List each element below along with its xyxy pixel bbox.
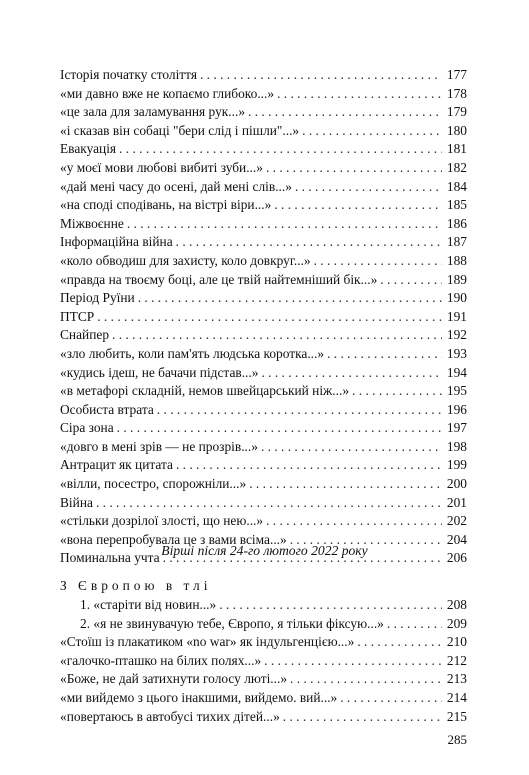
toc-entry-title: Евакуація	[60, 141, 117, 157]
toc-entry-title: «ми вийдемо з цього інакшими, вийдемо. вий...»	[60, 689, 338, 705]
toc-entry-title: Міжвоєнне	[60, 215, 124, 231]
toc-entry	[60, 456, 467, 475]
toc-dot-leader	[264, 652, 442, 671]
toc-entry-page: 185	[446, 197, 467, 213]
toc-entry-page: 188	[446, 252, 467, 268]
toc-entry-title: ПТСР	[60, 308, 95, 324]
toc-entry-title: «галочко-пташко на білих полях...»	[60, 652, 262, 668]
toc-entry	[60, 196, 467, 215]
toc-entry	[60, 233, 467, 252]
toc-entry-page: 179	[446, 104, 467, 120]
toc-dot-leader	[117, 419, 442, 438]
toc-entry-title: Поминальна учта	[60, 550, 160, 566]
toc-dot-leader	[357, 633, 442, 652]
toc-entry	[60, 178, 467, 197]
toc-entry-page: 214	[446, 689, 467, 705]
toc-entry-page: 206	[446, 550, 467, 566]
toc-dot-leader	[249, 475, 442, 494]
toc-entry	[60, 652, 467, 671]
toc-entry-page: 186	[446, 215, 467, 231]
toc-entry-page: 192	[446, 327, 467, 343]
toc-dot-leader	[127, 215, 442, 234]
toc-entry	[60, 252, 467, 271]
page-number: 285	[447, 732, 467, 747]
toc-entry-page: 193	[446, 345, 467, 361]
toc-dot-leader	[352, 382, 442, 401]
toc-entry-title: «і сказав він собаці "бери слід і пішли"...»	[60, 122, 300, 138]
toc-entry-page: 212	[446, 652, 467, 668]
toc-entry-title: «це зала для заламування рук...»	[60, 104, 246, 120]
toc-entry	[60, 596, 467, 615]
toc-entry	[60, 122, 467, 141]
toc-entry	[60, 615, 467, 634]
toc-dot-leader	[340, 689, 442, 708]
toc-dot-leader	[96, 494, 442, 513]
toc-entry	[60, 494, 467, 513]
toc-dot-leader	[176, 456, 442, 475]
toc-entry	[60, 140, 467, 159]
toc-dot-leader	[380, 271, 442, 290]
toc-entry-title: Війна	[60, 494, 93, 510]
toc-dot-leader	[176, 233, 442, 252]
toc-entry-title: «довго в мені зрів — не прозрів...»	[60, 438, 258, 454]
toc-entry-page: 191	[446, 308, 467, 324]
toc-dot-leader	[290, 670, 442, 689]
toc-entry-title: «вона перепробувала це з вами всіма...»	[60, 531, 287, 547]
toc-entry-title: Особиста втрата	[60, 401, 154, 417]
toc-entry	[60, 401, 467, 420]
toc-entry	[60, 382, 467, 401]
toc-entry-title: Історія початку століття	[60, 67, 197, 82]
toc-dot-leader	[200, 66, 442, 85]
toc-dot-leader	[97, 308, 442, 327]
toc-dot-leader	[387, 615, 442, 634]
toc-entry	[60, 438, 467, 457]
toc-dot-leader	[261, 364, 442, 383]
toc-dot-leader	[314, 252, 442, 271]
toc-entry	[60, 308, 467, 327]
toc-entry-title: «Стоїш із плакатиком «no war» як індульгенцією...»	[60, 634, 355, 650]
toc-dot-leader	[219, 596, 442, 615]
toc-entry-title: Сіра зона	[60, 420, 114, 436]
toc-entry-page: 210	[446, 634, 467, 650]
toc-entry-title: «коло обводиш для захисту, коло довкруг...»	[60, 252, 311, 268]
toc-dot-leader	[138, 289, 442, 308]
toc-entry-title: Період Руїни	[60, 290, 135, 306]
toc-entry-page: 197	[446, 420, 467, 436]
toc-entry-title: «повертаюсь в автобусі тихих дітей...»	[60, 708, 280, 724]
toc-dot-leader	[274, 196, 442, 215]
toc-entry-page: 204	[446, 531, 467, 547]
toc-dot-leader	[266, 159, 442, 178]
toc-entry	[60, 708, 467, 727]
toc-entry	[60, 633, 467, 652]
toc-entry-title: «правда на твоєму боці, але це твій найтемніший бік...»	[60, 271, 378, 287]
toc-entry-page: 196	[446, 401, 467, 417]
toc-entry	[60, 103, 467, 122]
toc-entry-page: 184	[446, 178, 467, 194]
toc-dot-leader	[112, 326, 442, 345]
toc-entry	[60, 271, 467, 290]
toc-entry-page: 180	[446, 122, 467, 138]
toc-entry	[60, 475, 467, 494]
toc-dot-leader	[261, 438, 442, 457]
toc-entry-title: «зло любить, коли пам'ять людська коротка...»	[60, 345, 325, 361]
toc-entry-page: 190	[446, 290, 467, 306]
toc-entry-title: «на споді сподівань, на вістрі віри...»	[60, 197, 272, 213]
toc-entry-page: 194	[446, 364, 467, 380]
toc-dot-leader	[283, 708, 442, 727]
section-title: Вірші після 24-го лютого 2022 року	[161, 543, 368, 558]
toc-entry-page: 209	[446, 615, 467, 631]
toc-entry-title: 1. «старіти від новин...»	[80, 597, 217, 612]
toc-entry-page: 189	[446, 271, 467, 287]
toc-entry-page: 178	[446, 85, 467, 101]
toc-entry	[60, 689, 467, 708]
toc-entry-title: «дай мені часу до осені, дай мені слів...»	[60, 178, 292, 194]
cycle-title: З Європою в тлі	[60, 578, 212, 593]
toc-entry-page: 182	[446, 159, 467, 175]
toc-entry-page: 200	[446, 476, 467, 492]
toc-entry	[60, 419, 467, 438]
toc-entry-title: «у моєї мови любові вибиті зуби...»	[60, 159, 263, 175]
toc-entry-page: 201	[446, 494, 467, 510]
toc-entry	[60, 66, 467, 85]
toc-entry-title: «вілли, посестро, спорожніли...»	[60, 476, 247, 492]
toc-main-list	[60, 66, 467, 568]
toc-entry-page: 198	[446, 438, 467, 454]
toc-dot-leader	[295, 178, 442, 197]
toc-dot-leader	[302, 122, 442, 141]
toc-dot-leader	[119, 140, 442, 159]
toc-entry-page: 195	[446, 383, 467, 399]
toc-cycle-list	[60, 596, 467, 726]
toc-entry	[60, 670, 467, 689]
toc-entry-title: 2. «я не звинувачую тебе, Європо, я тільки фіксую...»	[80, 615, 384, 631]
toc-dot-leader	[157, 401, 442, 420]
toc-entry-title: «стільки дозрілої злості, що нею...»	[60, 513, 264, 529]
toc-dot-leader	[277, 85, 442, 104]
toc-entry-page: 213	[446, 671, 467, 687]
toc-entry	[60, 345, 467, 364]
toc-entry	[60, 512, 467, 531]
toc-entry	[60, 215, 467, 234]
toc-entry-page: 181	[446, 141, 467, 157]
toc-dot-leader	[248, 103, 442, 122]
toc-dot-leader	[266, 512, 442, 531]
toc-entry	[60, 85, 467, 104]
toc-entry-title: «в метафорі складній, немов швейцарський ніж...»	[60, 383, 350, 399]
toc-dot-leader	[327, 345, 442, 364]
toc-entry	[60, 159, 467, 178]
toc-entry	[60, 326, 467, 345]
toc-entry-title: «кудись ідеш, не бачачи підстав...»	[60, 364, 259, 380]
toc-entry-page: 208	[446, 597, 467, 612]
toc-entry	[60, 289, 467, 308]
toc-entry	[60, 364, 467, 383]
toc-entry-page: 187	[446, 234, 467, 250]
toc-entry-title: Антрацит як цитата	[60, 457, 173, 473]
toc-entry-title: Снайпер	[60, 327, 110, 343]
toc-entry-page: 177	[446, 67, 467, 82]
toc-entry-page: 202	[446, 513, 467, 529]
toc-entry-page: 215	[446, 708, 467, 724]
toc-entry-title: Інформаційна війна	[60, 234, 173, 250]
toc-entry-page: 199	[446, 457, 467, 473]
toc-entry-title: «ми давно вже не копаємо глибоко...»	[60, 85, 275, 101]
toc-entry-title: «Боже, не дай затихнути голосу люті...»	[60, 671, 288, 687]
